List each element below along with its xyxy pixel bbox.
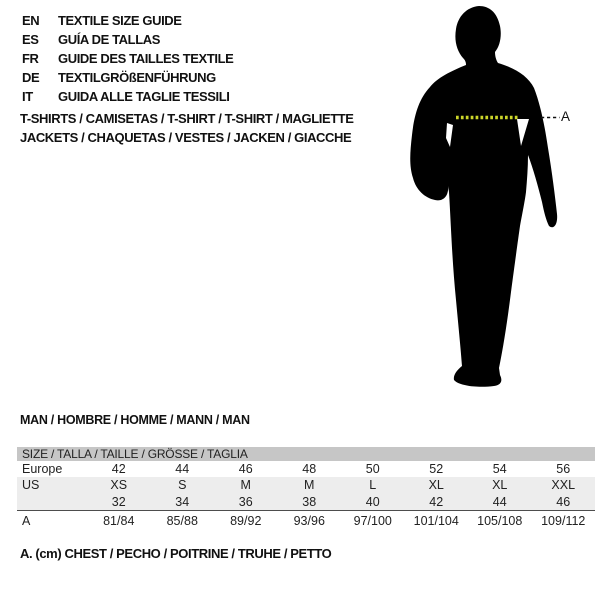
cell: 44 [175, 462, 190, 476]
size-table [17, 447, 595, 530]
language-row [22, 11, 233, 30]
row-label: Europe [22, 462, 63, 476]
language-label: TEXTILGRÖßENFÜHRUNG [58, 70, 216, 85]
cell: 81/84 [103, 513, 135, 528]
cell: 50 [365, 462, 380, 476]
cell: 54 [492, 462, 507, 476]
cell: 105/108 [477, 513, 523, 528]
table-row-us-numeric [17, 493, 595, 510]
language-list [22, 11, 233, 106]
cell: 46 [238, 462, 253, 476]
cell: 34 [175, 494, 190, 509]
cell: 56 [556, 462, 571, 476]
language-code: DE [22, 70, 40, 85]
language-row [22, 87, 233, 106]
language-code: EN [22, 13, 40, 28]
language-label: GUIDA ALLE TAGLIE TESSILI [58, 89, 230, 104]
cell: 52 [429, 462, 444, 476]
language-label: GUIDE DES TAILLES TEXTILE [58, 51, 234, 66]
table-row-us [17, 477, 595, 493]
cell: 97/100 [353, 513, 392, 528]
language-code: IT [22, 89, 33, 104]
chest-footnote: A. (cm) CHEST / PECHO / POITRINE / TRUHE / PETTO [20, 546, 332, 561]
cell: L [369, 478, 377, 492]
cell: M [304, 478, 315, 492]
cell: M [240, 478, 251, 492]
language-row [22, 49, 233, 68]
cell: 38 [302, 494, 317, 509]
language-label: GUÍA DE TALLAS [58, 32, 161, 47]
row-label: A [22, 513, 31, 528]
cell: 44 [492, 494, 507, 509]
cell: 32 [111, 494, 126, 509]
man-silhouette-figure [405, 0, 600, 420]
cell: 48 [302, 462, 317, 476]
row-label: US [22, 478, 40, 492]
table-row-chest-a [17, 510, 595, 530]
cell: 36 [238, 494, 253, 509]
table-row-europe [17, 461, 595, 477]
cell: XL [428, 478, 444, 492]
measurement-a-label: A [561, 109, 571, 124]
category-tshirts: T-SHIRTS / CAMISETAS / T-SHIRT / T-SHIRT / MAGLIETTE [20, 111, 354, 126]
cell: 46 [556, 494, 571, 509]
cell: 109/112 [541, 513, 586, 528]
language-code: FR [22, 51, 39, 66]
size-table-header: SIZE / TALLA / TAILLE / GRÖSSE / TAGLIA [17, 447, 595, 461]
category-jackets: JACKETS / CHAQUETAS / VESTES / JACKEN / GIACCHE [20, 130, 352, 145]
cell: 85/88 [166, 513, 198, 528]
cell: 42 [429, 494, 444, 509]
cell: 101/104 [413, 513, 459, 528]
man-silhouette [410, 6, 557, 387]
garment-categories [20, 109, 354, 147]
cell: 40 [365, 494, 380, 509]
cell: 42 [111, 462, 126, 476]
cell: 89/92 [230, 513, 262, 528]
cell: XS [110, 478, 128, 492]
cell: XXL [551, 478, 576, 492]
language-label: TEXTILE SIZE GUIDE [58, 13, 182, 28]
section-title-man: MAN / HOMBRE / HOMME / MANN / MAN [20, 413, 250, 427]
language-row [22, 30, 233, 49]
cell: 93/96 [293, 513, 325, 528]
language-code: ES [22, 32, 39, 47]
cell: XL [492, 478, 508, 492]
cell: S [178, 478, 187, 492]
language-row [22, 68, 233, 87]
